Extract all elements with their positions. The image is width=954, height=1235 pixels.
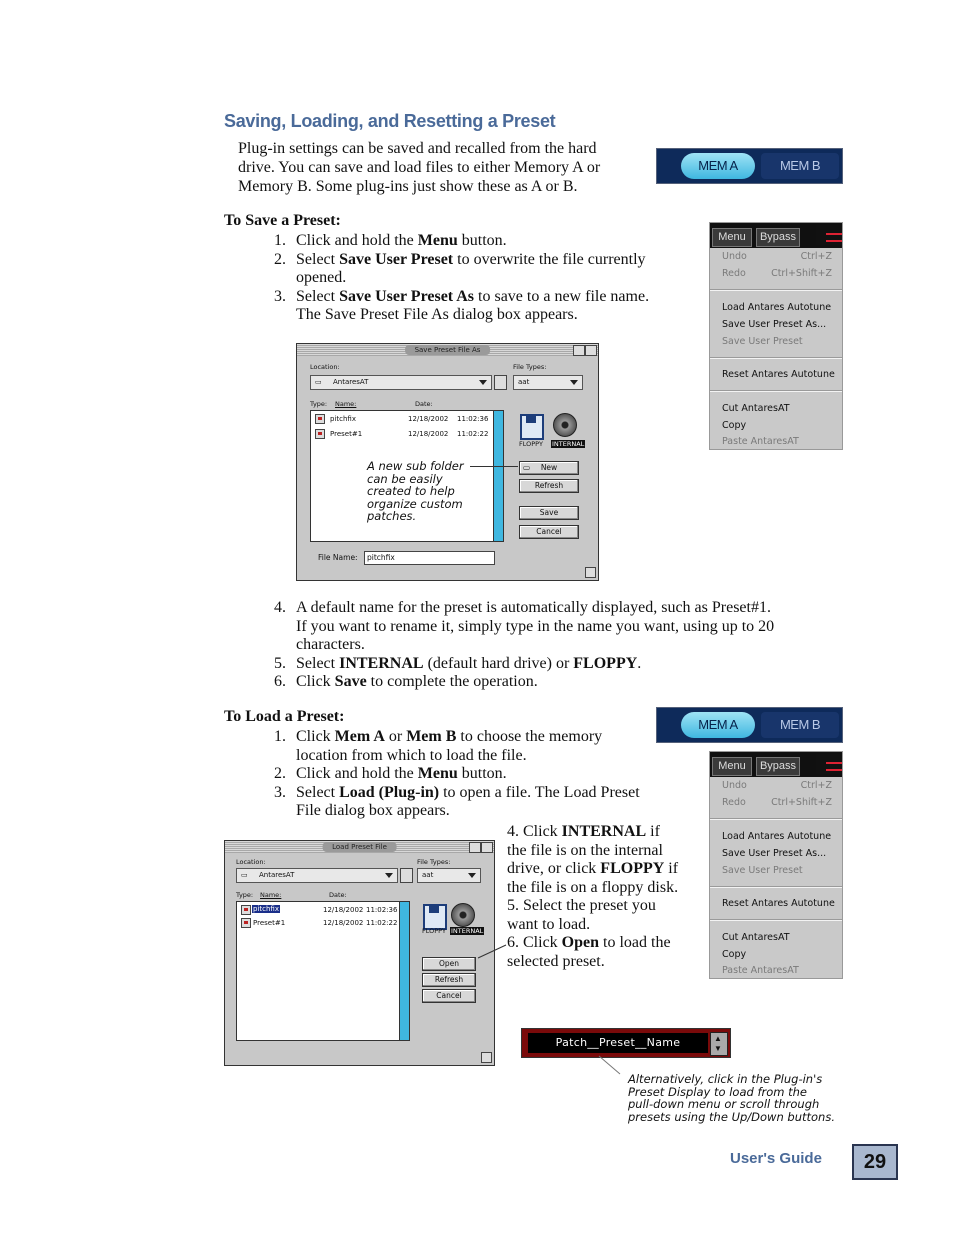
filetypes-select[interactable]: [417, 868, 481, 883]
step-text-line: location from which to load the file.: [296, 746, 527, 764]
location-label: Location:: [236, 858, 266, 866]
menu-button[interactable]: Menu: [712, 228, 752, 247]
filetypes-label: File Types:: [513, 363, 547, 371]
preset-display-note: [628, 1073, 858, 1123]
file-date: 12/18/2002: [408, 415, 449, 423]
mem-a-button[interactable]: MEM A: [681, 712, 755, 738]
resize-handle[interactable]: [585, 567, 596, 578]
preset-file-icon: [241, 918, 251, 928]
menu-item-paste[interactable]: Paste AntaresAT: [722, 436, 799, 447]
meter: [816, 225, 842, 245]
chevron-down-icon: [479, 380, 487, 385]
intro-line: drive. You can save and load files to either Memory A or: [238, 159, 601, 176]
step-text-line: A default name for the preset is automatically displayed, such as Preset#1.: [296, 599, 771, 616]
menu-separator: [710, 289, 842, 291]
list-item[interactable]: [311, 429, 493, 439]
step-text-line: Select Save User Preset As to save to a new file name.: [296, 287, 650, 305]
callout-line: [598, 1055, 622, 1075]
preset-file-icon: [241, 905, 251, 915]
menu-separator: [710, 390, 842, 392]
menu-item-redo[interactable]: Redo: [722, 797, 746, 808]
menu-item-undo[interactable]: Undo: [722, 780, 747, 791]
menu-toolbar: [710, 223, 842, 248]
menu-separator: [710, 919, 842, 921]
step-text-line: Select INTERNAL (default hard drive) or FLOPPY.: [296, 654, 642, 672]
step-number: 6.: [274, 673, 286, 691]
file-time: 11:02:22: [457, 430, 489, 438]
preset-file-icon: [315, 429, 325, 439]
type-column-header: Type:: [310, 400, 328, 408]
note-line: can be easily: [367, 471, 443, 486]
note-line: pull-down menu or scroll through: [628, 1097, 820, 1111]
file-name-selected: pitchfix: [253, 905, 279, 913]
intro-line: Plug-in settings can be saved and recalled from the hard: [238, 140, 597, 157]
floppy-label[interactable]: FLOPPY: [422, 927, 446, 935]
new-folder-icon: ▭: [523, 463, 531, 472]
floppy-icon[interactable]: [520, 414, 544, 440]
note-line: patches.: [367, 509, 417, 523]
list-scrollbar[interactable]: [493, 410, 504, 542]
dialog-title: Load Preset File: [322, 842, 397, 852]
file-list[interactable]: [236, 901, 400, 1041]
menu-toolbar: [710, 752, 842, 777]
location-select[interactable]: [310, 375, 492, 390]
file-time: 11:02:36: [366, 906, 398, 914]
menu-item-undo[interactable]: Undo: [722, 251, 747, 262]
step-number: 4.: [274, 599, 286, 616]
menu-button[interactable]: Menu: [712, 757, 752, 776]
meter: [816, 754, 842, 774]
page-number: 29: [852, 1144, 898, 1180]
load-steps-list: [274, 728, 694, 821]
note-line: presets using the Up/Down buttons.: [628, 1109, 835, 1124]
mem-a-button[interactable]: MEM A: [681, 153, 755, 179]
file-name: Preset#1: [330, 430, 363, 438]
chevron-down-icon: [385, 873, 393, 878]
chevron-down-icon: [468, 873, 476, 878]
location-label: Location:: [310, 363, 340, 371]
step-number: 2.: [274, 765, 286, 783]
footer-guide-title: User's Guide: [730, 1150, 822, 1167]
menu-item-save-as[interactable]: Save User Preset As...: [722, 848, 827, 859]
step-text-line: Select Save User Preset to overwrite the file currently: [296, 250, 646, 268]
step-text-line: opened.: [296, 269, 347, 287]
open-button[interactable]: Open: [422, 957, 476, 971]
menu-item-redo[interactable]: Redo: [722, 268, 746, 279]
location-select[interactable]: [236, 868, 398, 883]
collapse-icon[interactable]: [469, 842, 481, 853]
file-date: 12/18/2002: [323, 906, 364, 914]
preset-file-icon: [315, 414, 325, 424]
list-item[interactable]: [237, 918, 399, 928]
section-title: Saving, Loading, and Resetting a Preset: [224, 111, 556, 131]
up-folder-button[interactable]: [400, 868, 413, 883]
menu-item-save[interactable]: Save User Preset: [722, 336, 803, 347]
hard-disk-icon[interactable]: [451, 903, 475, 927]
save-steps-list-continued: [274, 599, 854, 692]
step-text-line: the file is on a floppy disk.: [507, 878, 679, 896]
step-text-line: Click Save to complete the operation.: [296, 673, 538, 691]
menu-item-copy[interactable]: Copy: [722, 420, 747, 431]
dialog-titlebar[interactable]: [297, 344, 598, 356]
list-item: [274, 728, 694, 765]
file-time: 11:02:36: [457, 415, 489, 423]
folder-icon: ▭: [241, 871, 248, 879]
callout-line: [470, 466, 518, 467]
list-item: [274, 784, 694, 821]
file-time: 11:02:22: [366, 919, 398, 927]
file-date: 12/18/2002: [323, 919, 364, 927]
shortcut: Ctrl+Z: [800, 780, 832, 791]
mem-b-button[interactable]: MEM B: [761, 153, 839, 179]
load-side-steps: [507, 823, 707, 971]
type-column-header: Type:: [236, 891, 254, 899]
menu-item-paste[interactable]: Paste AntaresAT: [722, 965, 799, 976]
new-button-label: New: [540, 463, 558, 472]
note-line: A new sub folder: [367, 459, 464, 473]
filetypes-select[interactable]: [513, 375, 583, 390]
location-value: AntaresAT: [333, 378, 369, 386]
plugin-context-menu: [709, 751, 843, 979]
step-number: 5.: [274, 654, 286, 672]
up-folder-button[interactable]: [494, 375, 507, 390]
menu-item-reset[interactable]: Reset Antares Autotune: [722, 898, 835, 909]
load-preset-dialog: [224, 840, 495, 1066]
resize-handle[interactable]: [481, 1052, 492, 1063]
filename-input[interactable]: pitchfix: [364, 551, 495, 565]
callout-line: [476, 944, 508, 960]
collapse-icon[interactable]: [573, 345, 585, 356]
save-heading: To Save a Preset:: [224, 212, 341, 229]
step-number: 2.: [274, 250, 286, 268]
preset-display[interactable]: [521, 1028, 731, 1058]
list-item: [274, 288, 704, 325]
down-arrow-icon[interactable]: ▼: [714, 1044, 722, 1053]
load-heading: To Load a Preset:: [224, 708, 345, 725]
menu-item-reset[interactable]: Reset Antares Autotune: [722, 369, 835, 380]
menu-separator: [710, 886, 842, 888]
chevron-down-icon: [570, 380, 578, 385]
new-folder-button[interactable]: [519, 461, 579, 475]
bypass-button[interactable]: Bypass: [756, 757, 800, 776]
step-text-line: Click and hold the Menu button.: [296, 232, 507, 249]
file-name: pitchfix: [330, 415, 356, 423]
step-text-line: want to load.: [507, 915, 591, 933]
date-column-header[interactable]: Date:: [415, 400, 433, 408]
note-line: created to help: [367, 484, 455, 498]
list-item[interactable]: [311, 414, 493, 424]
up-down-buttons[interactable]: [710, 1032, 728, 1056]
step-number: 3.: [274, 287, 286, 305]
up-arrow-icon[interactable]: ▲: [714, 1034, 722, 1043]
list-item[interactable]: [237, 905, 399, 915]
step-text-line: characters.: [296, 636, 365, 654]
bypass-button[interactable]: Bypass: [756, 228, 800, 247]
filename-label: File Name:: [318, 553, 358, 562]
save-button[interactable]: Save: [519, 506, 579, 520]
filetypes-value: aat: [422, 871, 434, 879]
location-value: AntaresAT: [259, 871, 295, 879]
step-text-line: Click Mem A or Mem B to choose the memory: [296, 728, 603, 745]
cancel-button[interactable]: Cancel: [519, 525, 579, 539]
list-item: [274, 251, 704, 288]
step-text-line: the file is on the internal: [507, 841, 663, 859]
note-line: Alternatively, click in the Plug-in's: [628, 1072, 823, 1086]
step-text-line: The Save Preset File As dialog box appears.: [296, 306, 578, 324]
step-text-line: 4. Click INTERNAL if: [507, 823, 660, 840]
list-item: [274, 232, 704, 251]
step-text-line: drive, or click FLOPPY if: [507, 860, 679, 877]
menu-item-copy[interactable]: Copy: [722, 949, 747, 960]
step-number: 3.: [274, 783, 286, 801]
cancel-button[interactable]: Cancel: [422, 989, 476, 1003]
menu-item-save[interactable]: Save User Preset: [722, 865, 803, 876]
step-text-line: File dialog box appears.: [296, 802, 450, 820]
menu-separator: [710, 357, 842, 359]
step-text-line: Click and hold the Menu button.: [296, 765, 507, 783]
step-text-line: 5. Select the preset you: [507, 897, 656, 914]
menu-item-load[interactable]: Load Antares Autotune: [722, 831, 832, 842]
save-steps-list: [274, 232, 704, 325]
hard-disk-icon[interactable]: [553, 413, 577, 437]
filetypes-label: File Types:: [417, 858, 451, 866]
mem-toggle: [656, 148, 843, 184]
mem-b-button[interactable]: MEM B: [761, 712, 839, 738]
step-text-line: 6. Click Open to load the: [507, 934, 671, 951]
menu-item-load[interactable]: Load Antares Autotune: [722, 302, 832, 313]
dialog-titlebar[interactable]: [225, 841, 494, 853]
file-name: Preset#1: [253, 919, 286, 927]
step-text-line: If you want to rename it, simply type in the name you want, using up to 20: [296, 617, 775, 635]
plugin-context-menu: [709, 222, 843, 450]
name-column-header[interactable]: Name:: [260, 891, 282, 899]
date-column-header[interactable]: Date:: [329, 891, 347, 899]
list-item: [274, 673, 854, 692]
list-item: [274, 599, 854, 655]
folder-icon: ▭: [315, 378, 322, 386]
dialog-title: Save Preset File As: [405, 345, 491, 355]
step-text-line: Select Load (Plug-in) to open a file. The Load Preset: [296, 783, 640, 801]
list-item: [274, 765, 694, 784]
internal-label[interactable]: INTERNAL: [451, 927, 484, 935]
new-folder-note: [367, 460, 487, 523]
list-item: [274, 655, 854, 674]
shortcut: Ctrl+Shift+Z: [771, 268, 832, 279]
internal-label[interactable]: INTERNAL: [552, 440, 585, 448]
step-number: 1.: [274, 728, 286, 745]
menu-item-cut[interactable]: Cut AntaresAT: [722, 932, 790, 943]
shortcut: Ctrl+Shift+Z: [771, 797, 832, 808]
close-icon[interactable]: [481, 842, 493, 853]
preset-name-display[interactable]: Patch__Preset__Name: [528, 1033, 708, 1053]
note-line: organize custom: [367, 496, 463, 511]
list-scrollbar[interactable]: [399, 901, 410, 1041]
note-line: Preset Display to load from the: [628, 1084, 807, 1099]
intro-paragraph: [238, 139, 648, 196]
menu-item-cut[interactable]: Cut AntaresAT: [722, 403, 790, 414]
intro-line: Memory B. Some plug-ins just show these as A or B.: [238, 178, 578, 195]
shortcut: Ctrl+Z: [800, 251, 832, 262]
close-icon[interactable]: [585, 345, 597, 356]
name-column-header[interactable]: Name:: [335, 400, 357, 408]
step-text-line: selected preset.: [507, 952, 605, 970]
menu-item-save-as[interactable]: Save User Preset As...: [722, 319, 827, 330]
menu-separator: [710, 818, 842, 820]
refresh-button[interactable]: Refresh: [422, 973, 476, 987]
floppy-label[interactable]: FLOPPY: [519, 440, 543, 448]
step-number: 1.: [274, 232, 286, 249]
file-date: 12/18/2002: [408, 430, 449, 438]
filetypes-value: aat: [518, 378, 530, 386]
refresh-button[interactable]: Refresh: [519, 479, 579, 493]
